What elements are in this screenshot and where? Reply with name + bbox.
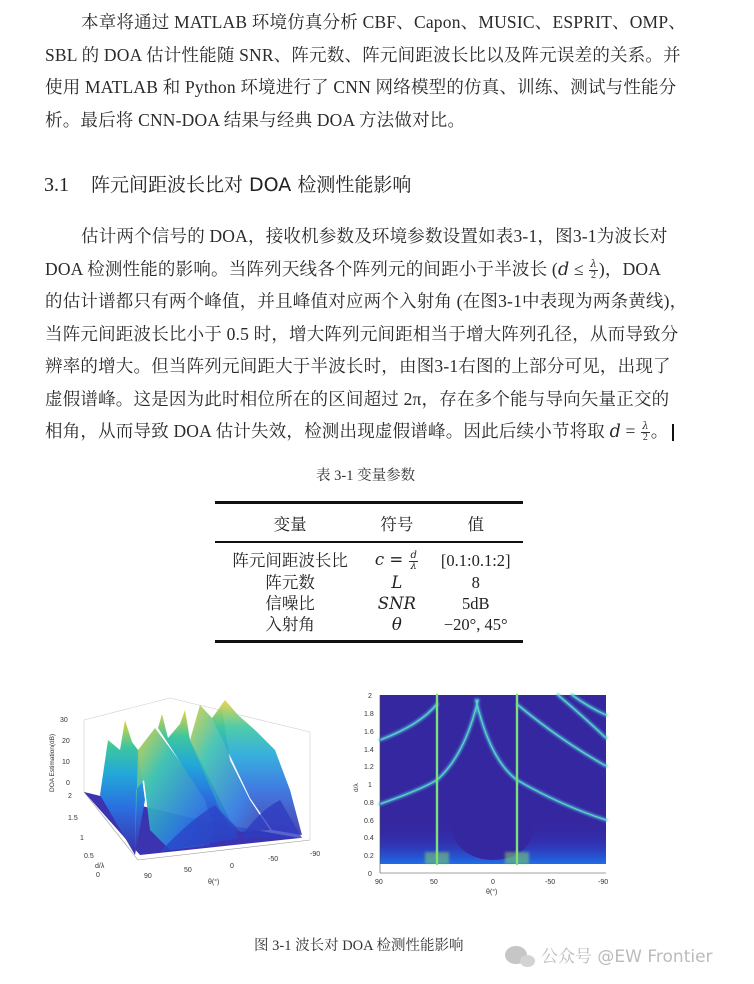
- surface-3d-chart: [40, 680, 340, 900]
- x-tick: -50: [545, 879, 556, 886]
- body-line: 当阵元间距波长比小于 0.5 时，增大阵列元间距相当于增大阵列孔径，从而导致分: [45, 323, 679, 344]
- cell-variable: 阵元数: [265, 572, 315, 592]
- z-tick: 10: [62, 759, 70, 766]
- intro-line: 析。最后将 CNN-DOA 结果与经典 DOA 方法做对比。: [45, 109, 466, 130]
- cell-symbol: [365, 542, 428, 572]
- y-tick: 1: [80, 835, 84, 842]
- intro-line: 本章将通过 MATLAB 环境仿真分析 CBF、Capon、MUSIC、ESPRIT、OMP、: [81, 12, 686, 32]
- z-tick: 30: [60, 717, 68, 724]
- text-cursor: [672, 424, 674, 441]
- section-number: 3.1: [44, 174, 69, 196]
- cell-value: 5dB: [461, 593, 490, 613]
- x-axis-label: θ(°): [486, 889, 498, 896]
- body-line: 辨率的增大。但当阵列元间距大于半波长时，由图3-1右图的上部分可见，出现了: [45, 356, 671, 376]
- y-axis-label: d/λ: [95, 863, 105, 870]
- x-tick: -90: [598, 879, 609, 886]
- body-line: [45, 253, 697, 286]
- y-axis-label: d/λ: [353, 783, 360, 792]
- cell-variable: 入射角: [265, 614, 315, 634]
- fraction-numerator: λ: [590, 258, 597, 270]
- y-tick: 0.4: [364, 835, 374, 842]
- fraction-denominator: λ: [410, 560, 417, 572]
- x-tick: -90: [310, 851, 321, 858]
- fraction: [589, 260, 598, 281]
- x-tick: -50: [268, 856, 279, 863]
- watermark: [505, 942, 713, 967]
- x-tick: 90: [144, 873, 152, 880]
- math-d: d: [609, 422, 621, 442]
- table-header-row: [215, 503, 523, 543]
- y-tick: 0.6: [364, 818, 374, 825]
- y-tick: 2: [68, 793, 72, 800]
- cell-value: 8: [471, 572, 480, 592]
- section-title: 阵元间距波长比对 DOA 检测性能影响: [91, 174, 412, 196]
- y-tick: 0: [368, 871, 372, 878]
- cell-symbol: L: [391, 572, 403, 592]
- body-text: DOA 检测性能的影响。当阵列天线各个阵列元的间距小于半波长 (: [45, 258, 558, 279]
- y-tick: 0.8: [364, 800, 374, 807]
- fraction: [409, 551, 417, 572]
- header-symbol: 符号: [380, 515, 414, 534]
- fraction-denominator: 2: [642, 432, 649, 444]
- y-tick: 1.6: [364, 729, 374, 736]
- header-variable: 变量: [273, 515, 307, 534]
- table-row: [215, 572, 523, 593]
- watermark-text: 公众号 @EW Frontier: [541, 947, 713, 967]
- intro-paragraph: [45, 6, 697, 136]
- z-axis-label: DOA Estimation(dB): [49, 733, 56, 792]
- body-text: 。: [650, 421, 669, 441]
- y-tick: 0.5: [84, 853, 94, 860]
- fraction-numerator: λ: [642, 421, 649, 433]
- body-text: 相角，从而导致 DOA 估计失效，检测出现虚假谱峰。因此后续小节将取: [45, 421, 610, 441]
- cell-value: [0.1:0.1:2]: [440, 550, 511, 570]
- table-row: [215, 614, 523, 642]
- y-tick: 1.4: [364, 747, 374, 754]
- header-value: 值: [467, 515, 484, 534]
- x-tick: 50: [430, 879, 438, 886]
- x-tick: 0: [491, 879, 495, 886]
- y-tick: 1.8: [364, 711, 374, 718]
- section-heading: [44, 170, 411, 197]
- y-tick: 1.2: [364, 764, 374, 771]
- fraction-denominator: 2: [590, 269, 597, 281]
- symbol-lhs: c =: [374, 550, 409, 569]
- z-tick: 0: [66, 780, 70, 787]
- x-tick: 90: [375, 879, 383, 886]
- math-op: ≤: [569, 258, 589, 279]
- z-tick: 20: [62, 738, 70, 745]
- cell-variable: 信噪比: [265, 593, 315, 613]
- y-tick: 0: [96, 872, 100, 879]
- table-row: [215, 542, 523, 572]
- fraction-numerator: d: [410, 549, 417, 561]
- x-tick: 50: [184, 867, 192, 874]
- heatmap-chart: [340, 680, 620, 900]
- body-paragraph: [45, 220, 697, 448]
- x-axis-label: θ(°): [208, 879, 220, 886]
- figure-caption: 图 3-1 波长对 DOA 检测性能影响: [254, 938, 464, 954]
- body-line: [45, 415, 697, 448]
- parameter-table: [215, 501, 523, 643]
- intro-line: 使用 MATLAB 和 Python 环境进行了 CNN 网络模型的仿真、训练、测试与性能分: [45, 77, 677, 97]
- body-line: 估计两个信号的 DOA，接收机参数及环境参数设置如表3-1，图3-1为波长对: [81, 226, 668, 246]
- cell-symbol: θ: [391, 614, 402, 634]
- y-tick: 2: [368, 693, 372, 700]
- cell-symbol: SNR: [377, 593, 416, 613]
- table-row: [215, 593, 523, 614]
- math-op: =: [620, 421, 641, 441]
- body-line: 的估计谱都只有两个峰值，并且峰值对应两个入射角 (在图3-1中表现为两条黄线)，: [45, 291, 688, 311]
- wechat-icon: [505, 946, 527, 964]
- fraction: [641, 422, 650, 443]
- x-tick: 0: [230, 863, 234, 870]
- intro-line: SBL 的 DOA 估计性能随 SNR、阵元数、阵元间距波长比以及阵元误差的关系。并: [45, 44, 681, 65]
- table-caption: 表 3-1 变量参数: [316, 468, 416, 484]
- y-tick: 0.2: [364, 853, 374, 860]
- y-tick: 1.5: [68, 815, 78, 822]
- cell-variable: 阵元间距波长比: [232, 550, 348, 570]
- body-text: )，DOA: [598, 258, 662, 279]
- math-d: d: [557, 259, 570, 280]
- cell-value: −20°, 45°: [443, 614, 508, 634]
- body-line: 虚假谱峰。这是因为此时相位所在的区间超过 2π，存在多个能与导向矢量正交的: [45, 388, 670, 409]
- y-tick: 1: [368, 782, 372, 789]
